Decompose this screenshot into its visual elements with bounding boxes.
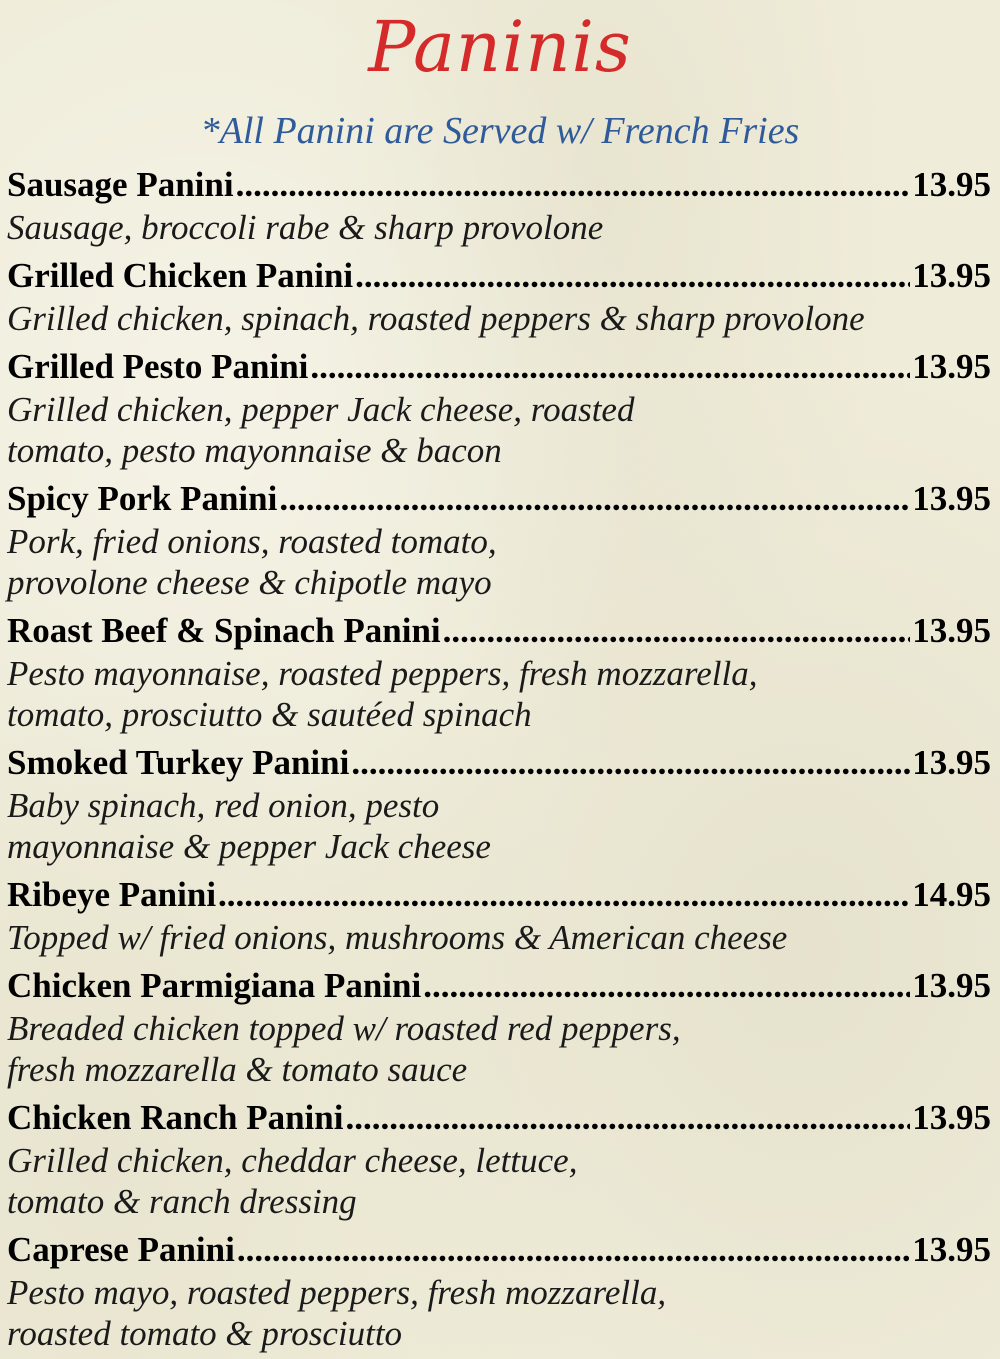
menu-item-header [7, 345, 991, 389]
page-title: Paninis [368, 6, 632, 88]
menu-item-description: Pesto mayonnaise, roasted peppers, fresh mozzarella, tomato, prosciutto & sautéed spinach [7, 654, 758, 734]
menu-item [7, 254, 991, 339]
menu-item [7, 741, 991, 867]
menu-item-description: Pesto mayo, roasted peppers, fresh mozzarella, roasted tomato & prosciutto [7, 1273, 667, 1353]
menu-item-header [7, 741, 991, 785]
menu-item-header [7, 1096, 991, 1140]
menu-item [7, 163, 991, 248]
menu-item-description: Grilled chicken, cheddar cheese, lettuce, tomato & ranch dressing [7, 1141, 578, 1221]
menu-item-name: Spicy Pork Panini [7, 479, 278, 518]
menu-item-name: Smoked Turkey Panini [7, 743, 350, 782]
menu-item-header [7, 163, 991, 207]
menu-item-name: Sausage Panini [7, 165, 234, 204]
menu-item-price: 13.95 [912, 1230, 991, 1269]
dot-leader [351, 741, 910, 785]
dot-leader [236, 163, 911, 207]
menu-item-header [7, 1228, 991, 1272]
menu-item-description: Sausage, broccoli rabe & sharp provolone [7, 208, 604, 247]
menu-item-name: Chicken Ranch Panini [7, 1098, 344, 1137]
menu-item-description: Topped w/ fried onions, mushrooms & American cheese [7, 918, 788, 957]
menu-item [7, 345, 991, 471]
menu-item-name: Caprese Panini [7, 1230, 235, 1269]
menu-item-name: Roast Beef & Spinach Panini [7, 611, 441, 650]
menu-item-header [7, 609, 991, 653]
menu-item-header [7, 964, 991, 1008]
menu-item-price: 13.95 [912, 966, 991, 1005]
dot-leader [443, 609, 911, 653]
menu-item-name: Grilled Pesto Panini [7, 347, 309, 386]
dot-leader [310, 345, 910, 389]
menu-item-description: Grilled chicken, pepper Jack cheese, roasted tomato, pesto mayonnaise & bacon [7, 390, 635, 470]
menu-item [7, 477, 991, 603]
menu-item-price: 13.95 [912, 479, 991, 518]
menu-item [7, 1096, 991, 1222]
menu-item-header [7, 477, 991, 521]
menu-item-name: Ribeye Panini [7, 875, 217, 914]
dot-leader [355, 254, 910, 298]
menu-item-price: 13.95 [912, 256, 991, 295]
dot-leader [279, 477, 910, 521]
menu-item-description: Baby spinach, red onion, pesto mayonnaise & pepper Jack cheese [7, 786, 491, 866]
menu-item-description: Breaded chicken topped w/ roasted red peppers, fresh mozzarella & tomato sauce [7, 1009, 681, 1089]
menu-item [7, 964, 991, 1090]
menu-item-price: 13.95 [912, 347, 991, 386]
menu-item-price: 13.95 [912, 743, 991, 782]
menu-item-name: Grilled Chicken Panini [7, 256, 354, 295]
menu-item [7, 609, 991, 735]
menu-item [7, 1228, 991, 1354]
menu-item-header [7, 873, 991, 917]
menu-item-description: Pork, fried onions, roasted tomato, provolone cheese & chipotle mayo [7, 522, 497, 602]
dot-leader [423, 964, 910, 1008]
dot-leader [237, 1228, 910, 1272]
dot-leader [218, 873, 910, 917]
menu-item-description: Grilled chicken, spinach, roasted peppers & sharp provolone [7, 299, 865, 338]
menu-item-name: Chicken Parmigiana Panini [7, 966, 422, 1005]
page-subtitle: *All Panini are Served w/ French Fries [200, 110, 800, 152]
menu-item [7, 873, 991, 958]
dot-leader [345, 1096, 910, 1140]
menu-item-price: 13.95 [912, 611, 991, 650]
menu-item-price: 14.95 [912, 875, 991, 914]
menu-item-header [7, 254, 991, 298]
menu-item-price: 13.95 [912, 165, 991, 204]
menu-item-price: 13.95 [912, 1098, 991, 1137]
